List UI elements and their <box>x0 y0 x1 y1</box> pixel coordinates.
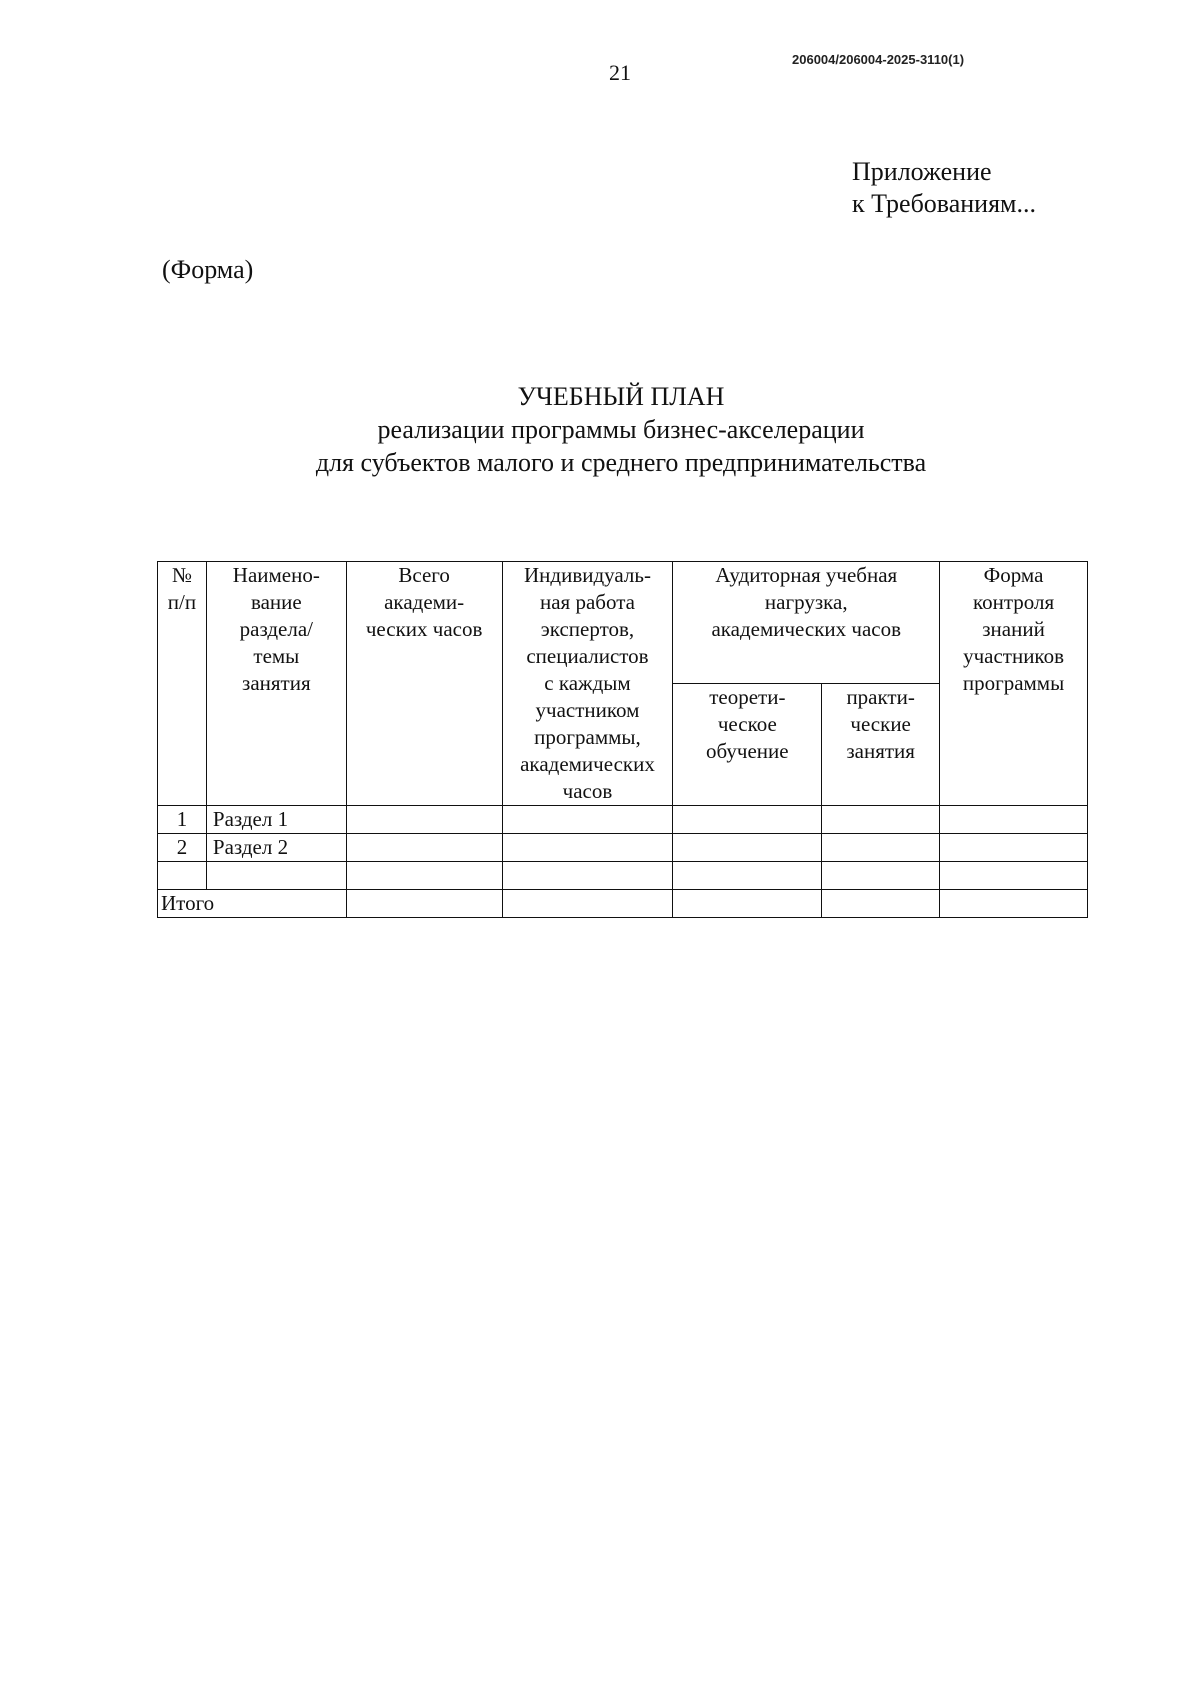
study-plan-table <box>157 561 1088 918</box>
cell-control <box>940 806 1088 834</box>
cell-individual <box>502 834 673 862</box>
document-title <box>150 380 1092 479</box>
header-control-form: Форма контроля знаний участников программы <box>940 562 1088 806</box>
table-total-row <box>158 890 1088 918</box>
appendix-line-2: к Требованиям... <box>852 189 1037 218</box>
cell-total <box>346 806 502 834</box>
cell-control <box>940 890 1088 918</box>
cell-control <box>940 834 1088 862</box>
row-name <box>206 862 346 890</box>
cell-individual <box>502 806 673 834</box>
row-num: 2 <box>158 834 207 862</box>
cell-individual <box>502 890 673 918</box>
row-num <box>158 862 207 890</box>
row-name: Раздел 2 <box>206 834 346 862</box>
total-label: Итого <box>158 890 347 918</box>
header-practice: практи- ческие занятия <box>822 684 940 806</box>
header-num: № п/п <box>158 562 207 806</box>
cell-control <box>940 862 1088 890</box>
cell-total <box>346 862 502 890</box>
cell-theory <box>673 806 822 834</box>
title-line-3: для субъектов малого и среднего предпринимательства <box>315 448 927 477</box>
header-auditory-load: Аудиторная учебная нагрузка, академических часов <box>673 562 940 684</box>
cell-total <box>346 890 502 918</box>
cell-practice <box>822 834 940 862</box>
cell-theory <box>673 834 822 862</box>
table-row <box>158 862 1088 890</box>
table-row <box>158 806 1088 834</box>
cell-theory <box>673 890 822 918</box>
page-number: 21 <box>609 60 631 85</box>
appendix-note <box>852 156 1036 220</box>
cell-individual <box>502 862 673 890</box>
cell-practice <box>822 890 940 918</box>
header-individual-work: Индивидуаль- ная работа экспертов, специалистов с каждым участником программы, академических часов <box>502 562 673 806</box>
header-total-hours: Всего академи- ческих часов <box>346 562 502 806</box>
table-header-row <box>158 562 1088 684</box>
table-row <box>158 834 1088 862</box>
form-label: (Форма) <box>162 255 254 284</box>
header-theory: теорети- ческое обучение <box>673 684 822 806</box>
cell-theory <box>673 862 822 890</box>
cell-practice <box>822 806 940 834</box>
header-name: Наимено- вание раздела/ темы занятия <box>206 562 346 806</box>
title-line-2: реализации программы бизнес-акселерации <box>377 415 865 444</box>
cell-total <box>346 834 502 862</box>
document-code: 206004/206004-2025-3110(1) <box>792 52 965 67</box>
title-line-1: УЧЕБНЫЙ ПЛАН <box>517 382 725 411</box>
cell-practice <box>822 862 940 890</box>
row-name: Раздел 1 <box>206 806 346 834</box>
row-num: 1 <box>158 806 207 834</box>
appendix-line-1: Приложение <box>852 157 992 186</box>
